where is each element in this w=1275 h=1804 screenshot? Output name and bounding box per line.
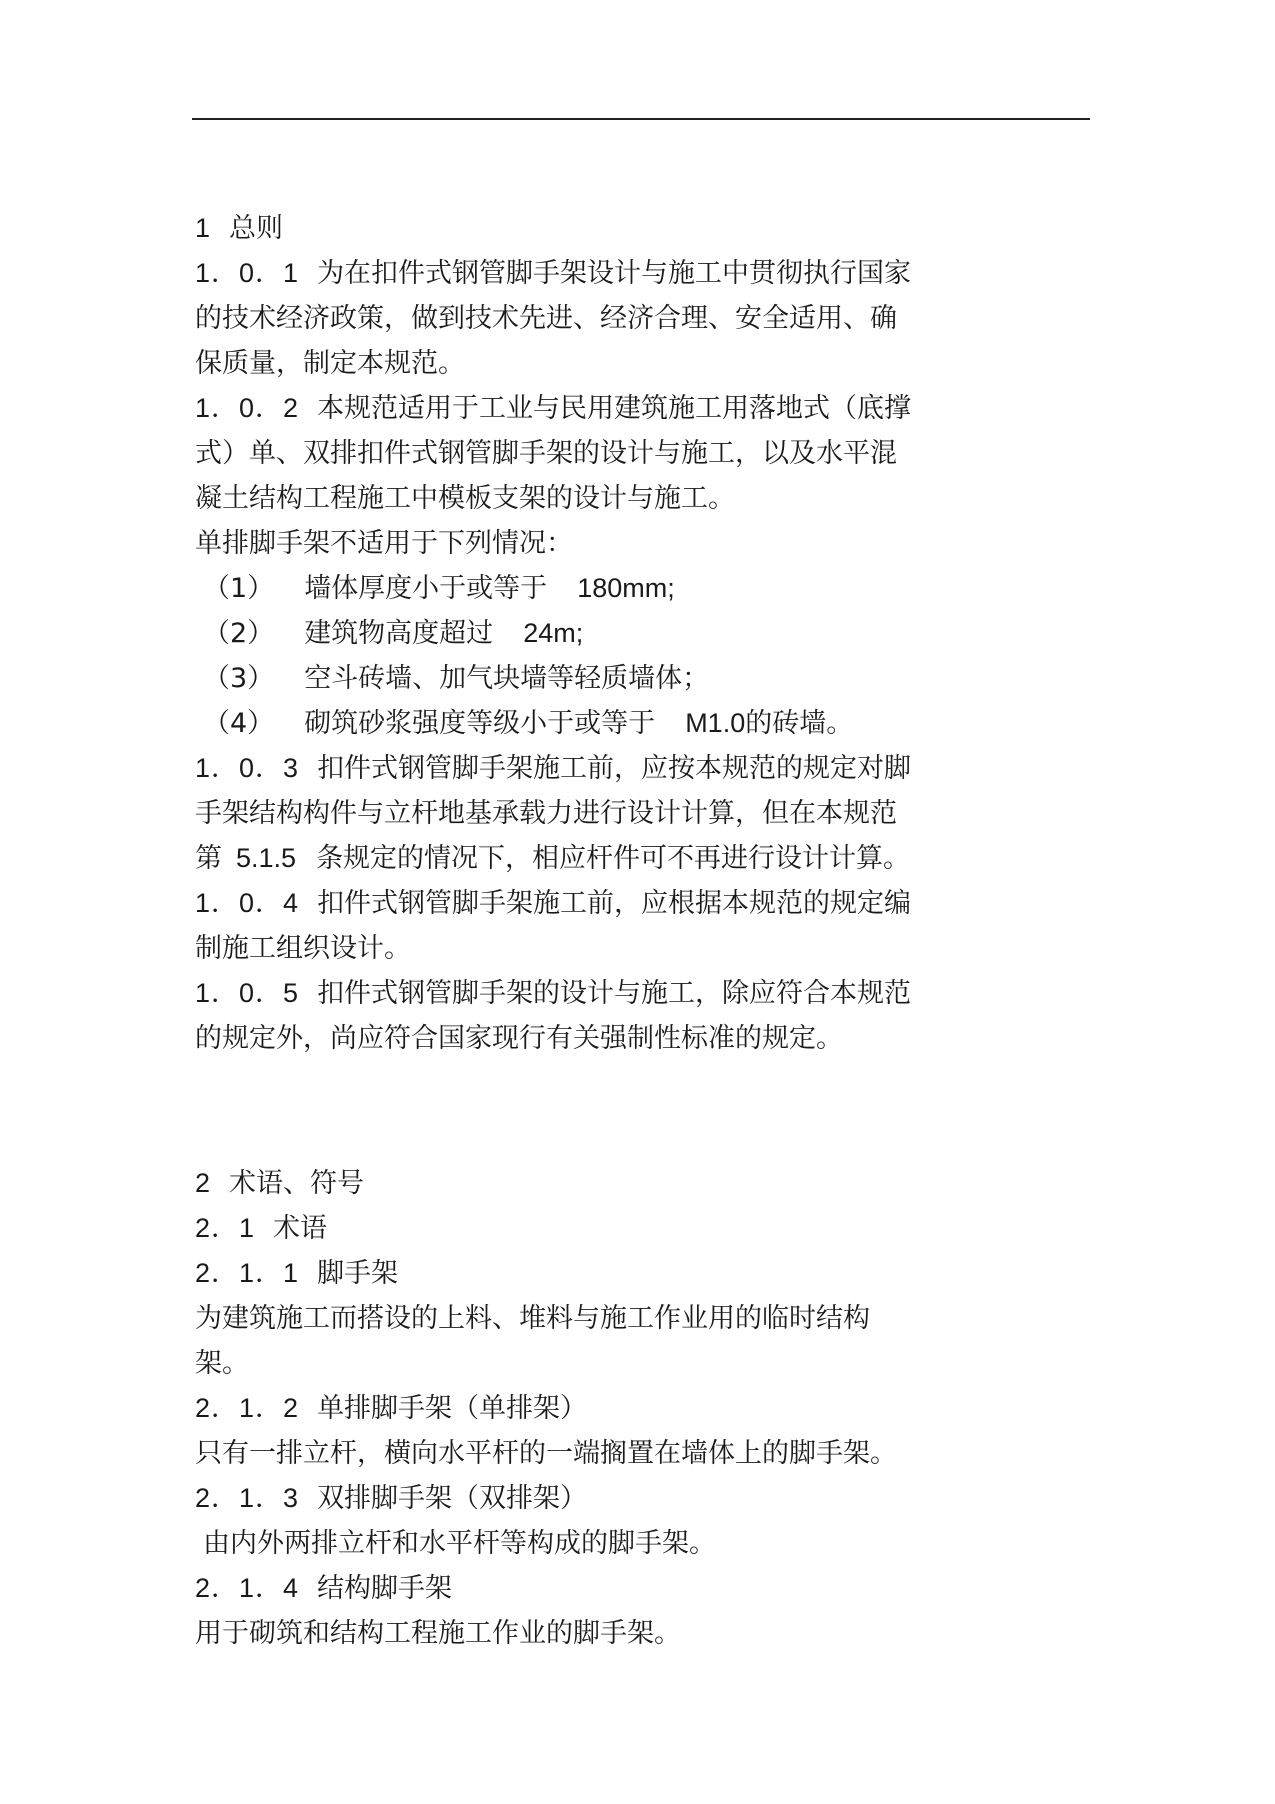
- clause-1-0-2-line3: 凝土结构工程施工中模板支架的设计与施工。: [195, 483, 735, 514]
- clause-1-0-3-line3: 第 5.1.5 条规定的情况下，相应杆件可不再进行设计计算。: [195, 843, 911, 874]
- clause-1-0-4: 1．0．4 扣件式钢管脚手架施工前，应根据本规范的规定编: [195, 888, 912, 919]
- term-2-1-2-def: 只有一排立杆，横向水平杆的一端搁置在墙体上的脚手架。: [195, 1438, 897, 1469]
- clause-1-0-1-line2: 的技术经济政策，做到技术先进、经济合理、安全适用、确: [195, 303, 897, 334]
- term-2-1-3-def: 由内外两排立杆和水平杆等构成的脚手架。: [203, 1528, 716, 1559]
- term-2-1-3: 2．1．3 双排脚手架（双排架）: [195, 1483, 588, 1514]
- list-item: （4） 砌筑砂浆强度等级小于或等于 M1.0的砖墙。: [203, 708, 854, 739]
- single-row-intro: 单排脚手架不适用于下列情况：: [195, 528, 573, 559]
- list-item: （1） 墙体厚度小于或等于 180mm;: [203, 573, 675, 604]
- chapter-2-heading: 2 术语、符号: [195, 1168, 365, 1199]
- clause-1-0-5: 1．0．5 扣件式钢管脚手架的设计与施工，除应符合本规范: [195, 978, 912, 1009]
- term-2-1-1-def: 为建筑施工而搭设的上料、堆料与施工作业用的临时结构: [195, 1303, 870, 1334]
- clause-1-0-1-line3: 保质量，制定本规范。: [195, 348, 465, 379]
- term-2-1-1: 2．1．1 脚手架: [195, 1258, 399, 1289]
- chapter-1-heading: 1 总则: [195, 213, 284, 244]
- clause-1-0-5-line2: 的规定外，尚应符合国家现行有关强制性标准的规定。: [195, 1023, 843, 1054]
- clause-1-0-3-line2: 手架结构构件与立杆地基承载力进行设计计算，但在本规范: [195, 798, 897, 829]
- clause-1-0-3: 1．0．3 扣件式钢管脚手架施工前，应按本规范的规定对脚: [195, 753, 912, 784]
- clause-1-0-2: 1．0．2 本规范适用于工业与民用建筑施工用落地式（底撑: [195, 393, 912, 424]
- section-2-1-heading: 2．1 术语: [195, 1213, 328, 1244]
- clause-1-0-4-line2: 制施工组织设计。: [195, 933, 411, 964]
- list-item: （2） 建筑物高度超过 24m;: [203, 618, 584, 649]
- clause-1-0-2-line2: 式）单、双排扣件式钢管脚手架的设计与施工，以及水平混: [195, 438, 897, 469]
- list-item: （3） 空斗砖墙、加气块墙等轻质墙体；: [203, 663, 710, 694]
- term-2-1-4-def: 用于砌筑和结构工程施工作业的脚手架。: [195, 1618, 681, 1649]
- term-2-1-1-def-line2: 架。: [195, 1348, 249, 1379]
- clause-1-0-1: 1．0．1 为在扣件式钢管脚手架设计与施工中贯彻执行国家: [195, 258, 912, 289]
- document-body: [195, 206, 1075, 1656]
- term-2-1-4: 2．1．4 结构脚手架: [195, 1573, 453, 1604]
- header-rule: [192, 118, 1090, 120]
- term-2-1-2: 2．1．2 单排脚手架（单排架）: [195, 1393, 588, 1424]
